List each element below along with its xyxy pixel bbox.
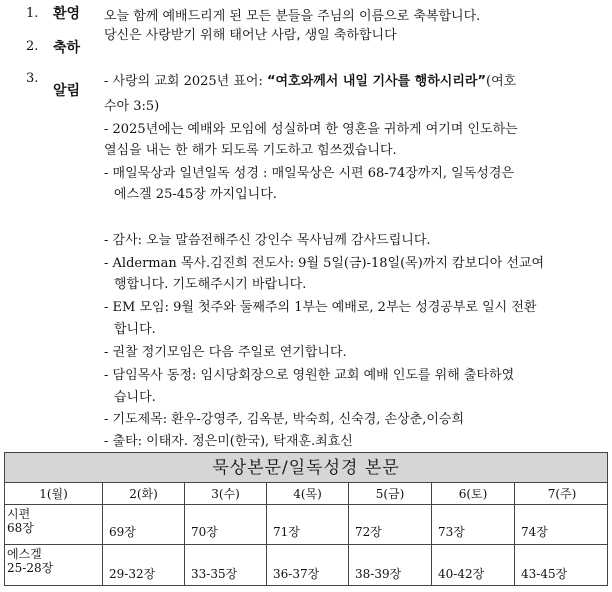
table-row <box>5 545 607 586</box>
motto-line <box>104 70 516 89</box>
table-cell <box>432 505 515 544</box>
day-header: 4(목) <box>267 483 349 504</box>
table-cell <box>515 545 609 586</box>
notice-pastor-line2: 습니다. <box>114 390 156 405</box>
notice-prayer: - 기도제목: 환우-강영주, 김옥분, 박숙희, 신숙경, 손상춘,이승희 <box>104 412 465 427</box>
table-cell <box>432 545 515 586</box>
table-cell <box>5 505 103 544</box>
heading-birthday: 축하 <box>53 40 81 56</box>
cell-value: 69장 <box>109 525 136 539</box>
notice-2025-line2: 열심을 내는 한 해가 되도록 기도하고 힘쓰겠습니다. <box>104 143 397 158</box>
notice-2025-line1: - 2025년에는 예배와 모임에 성실하며 한 영혼을 귀하게 여기며 인도하는 <box>104 122 518 137</box>
notice-mission-line1: - Alderman 목사.김진희 전도사: 9월 5일(금)-18일(목)까지 캄보디아 선교여 <box>104 256 545 271</box>
table-cell <box>185 505 267 544</box>
motto-verse: “여호와께서 내일 기사를 행하시리라” <box>266 74 487 89</box>
row-value: 68장 <box>7 521 34 535</box>
notice-travel: - 출타: 이태자. 정은미(한국), 탁재훈.최효신 <box>104 434 353 449</box>
table-cell <box>267 545 349 586</box>
cell-value: 73장 <box>438 525 465 539</box>
table-cell <box>267 505 349 544</box>
item-number-1: 1. <box>26 6 39 21</box>
item-number-3: 3. <box>26 71 39 86</box>
notice-em-line2: 합니다. <box>114 322 156 337</box>
day-header: 2(화) <box>103 483 185 504</box>
table-cell <box>103 545 185 586</box>
table-title: 묵상본문/일독성경 본문 <box>5 453 607 483</box>
cell-value: 33-35장 <box>191 567 238 581</box>
cell-value: 72장 <box>355 525 382 539</box>
motto-prefix: - 사랑의 교회 2025년 표어: <box>104 74 267 89</box>
heading-welcome: 환영 <box>53 6 81 22</box>
cell-value: 74장 <box>521 525 548 539</box>
day-header: 7(주) <box>547 487 577 501</box>
notice-thanks: - 감사: 오늘 말씀전해주신 강인수 목사님께 감사드립니다. <box>104 233 431 248</box>
row-value: 25-28장 <box>7 561 54 575</box>
cell-value: 70장 <box>191 525 218 539</box>
notice-reading-line1: - 매일묵상과 일년일독 성경 : 매일묵상은 시편 68-74장까지, 일독성경은 <box>104 166 514 181</box>
cell-value: 40-42장 <box>438 567 485 581</box>
motto-ref-end: 수아 3:5) <box>104 99 160 114</box>
notice-meeting: - 권찰 정기모임은 다음 주일로 연기합니다. <box>104 345 347 360</box>
table-cell <box>185 545 267 586</box>
day-header: 5(금) <box>349 483 432 504</box>
row-label: 시편 <box>7 507 31 521</box>
heading-notices: 알림 <box>53 83 81 99</box>
cell-value: 71장 <box>273 525 300 539</box>
table-cell <box>515 505 609 544</box>
welcome-text: 오늘 함께 예배드리게 된 모든 분들을 주님의 이름으로 축복합니다. <box>104 9 481 24</box>
cell-value: 38-39장 <box>355 567 402 581</box>
day-header: 1(월) <box>5 483 103 504</box>
reading-table <box>4 452 608 586</box>
table-cell <box>349 545 432 586</box>
table-cell <box>5 545 103 586</box>
motto-ref-start: (여호 <box>486 74 517 89</box>
row-label: 에스겔 <box>7 547 42 561</box>
day-header: 6(토) <box>432 483 515 504</box>
birthday-text: 당신은 사랑받기 위해 태어난 사람, 생일 축하합니다 <box>104 28 397 43</box>
notice-pastor-line1: - 담임목사 동정: 임시당회장으로 영원한 교회 예배 인도를 위해 출타하였 <box>104 368 515 383</box>
table-row <box>5 505 607 545</box>
item-number-2: 2. <box>26 39 39 54</box>
notice-mission-line2: 행합니다. 기도해주시기 바랍니다. <box>114 277 307 292</box>
notice-em-line1: - EM 모임: 9월 첫주와 둘째주의 1부는 예배로, 2부는 성경공부로 일시 전환 <box>104 300 537 315</box>
day-header: 3(수) <box>185 483 267 504</box>
cell-value: 43-45장 <box>521 567 568 581</box>
notice-reading-line2: 에스겔 25-45장 까지입니다. <box>114 187 277 202</box>
cell-value: 36-37장 <box>273 567 320 581</box>
table-cell <box>349 505 432 544</box>
cell-value: 29-32장 <box>109 567 156 581</box>
table-cell <box>103 505 185 544</box>
table-header-row <box>5 483 607 505</box>
